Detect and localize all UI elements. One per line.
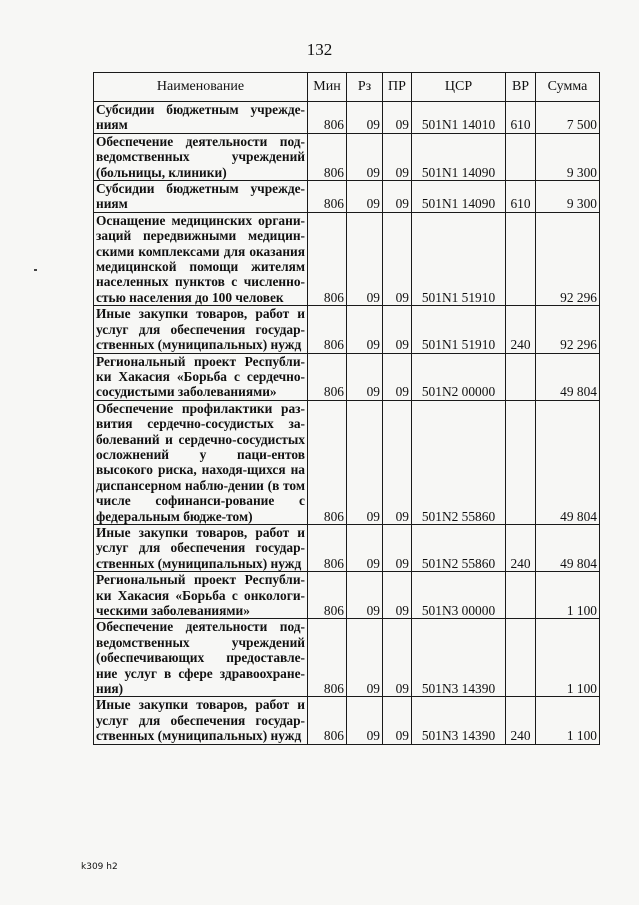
row-min: 806 [308,102,347,134]
row-pr: 09 [383,212,412,305]
row-csr: 501N1 51910 [412,306,506,353]
row-min: 806 [308,400,347,524]
row-vr: 240 [506,697,536,744]
table-row [94,524,600,571]
table-row [94,102,600,134]
row-sum: 1 100 [536,619,600,697]
row-min: 806 [308,697,347,744]
row-rz: 09 [347,133,383,180]
footer-code: k309 h2 [81,862,118,872]
row-name: Региональный проект Республи-ки Хакасия «Борьба с сердечно-сосудистыми заболеваниями» [94,353,308,400]
table-row [94,133,600,180]
row-vr: 610 [506,102,536,134]
row-min: 806 [308,619,347,697]
row-csr: 501N2 55860 [412,400,506,524]
table-row [94,212,600,305]
row-name: Субсидии бюджетным учрежде-ниям [94,181,308,213]
header-name: Наименование [94,73,308,102]
table-row [94,619,600,697]
table-header-row [94,73,600,102]
row-rz: 09 [347,619,383,697]
row-pr: 09 [383,181,412,213]
table-row [94,306,600,353]
row-sum: 9 300 [536,133,600,180]
row-pr: 09 [383,697,412,744]
row-csr: 501N3 14390 [412,619,506,697]
row-vr [506,400,536,524]
row-csr: 501N1 14010 [412,102,506,134]
table-row [94,181,600,213]
row-pr: 09 [383,133,412,180]
row-csr: 501N1 14090 [412,181,506,213]
row-sum: 92 296 [536,306,600,353]
row-rz: 09 [347,572,383,619]
row-sum: 49 804 [536,524,600,571]
row-sum: 92 296 [536,212,600,305]
row-rz: 09 [347,102,383,134]
row-sum: 1 100 [536,697,600,744]
table-row [94,400,600,524]
row-name: Региональный проект Республи-ки Хакасия «Борьба с онкологи-ческими заболеваниями» [94,572,308,619]
row-name: Иные закупки товаров, работ и услуг для обеспечения государ-ственных (муниципальных) нужд [94,306,308,353]
row-rz: 09 [347,212,383,305]
row-sum: 7 500 [536,102,600,134]
row-min: 806 [308,353,347,400]
scan-speck [34,269,37,271]
header-vr: ВР [506,73,536,102]
header-csr: ЦСР [412,73,506,102]
row-min: 806 [308,572,347,619]
row-pr: 09 [383,572,412,619]
page-number: 132 [306,40,333,59]
row-rz: 09 [347,306,383,353]
row-name: Иные закупки товаров, работ и услуг для обеспечения государ-ственных (муниципальных) нужд [94,697,308,744]
row-vr [506,133,536,180]
row-name: Обеспечение профилактики раз-вития сердечно-сосудистых за-болеваний и сердечно-сосудистых осложнений у паци-ентов высокого риска, находя-щихся на диспансерном наблю-дении (в том числе софинанси-рование с федеральным бюдже-том) [94,400,308,524]
budget-table [93,72,600,745]
row-csr: 501N3 14390 [412,697,506,744]
row-vr [506,353,536,400]
row-csr: 501N1 14090 [412,133,506,180]
row-vr: 240 [506,524,536,571]
row-pr: 09 [383,306,412,353]
row-pr: 09 [383,619,412,697]
header-pr: ПР [383,73,412,102]
row-rz: 09 [347,400,383,524]
row-min: 806 [308,181,347,213]
row-name: Субсидии бюджетным учрежде-ниям [94,102,308,134]
row-vr [506,212,536,305]
header-min: Мин [308,73,347,102]
row-sum: 49 804 [536,400,600,524]
row-vr [506,619,536,697]
row-csr: 501N3 00000 [412,572,506,619]
row-name: Оснащение медицинских органи-заций передвижными медицин-скими комплексами для оказания медицинской помощи жителям населенных пунктов с численно-стью населения до 100 человек [94,212,308,305]
row-rz: 09 [347,697,383,744]
row-pr: 09 [383,102,412,134]
header-sum: Сумма [536,73,600,102]
row-min: 806 [308,306,347,353]
row-sum: 9 300 [536,181,600,213]
row-rz: 09 [347,353,383,400]
row-vr [506,572,536,619]
row-pr: 09 [383,400,412,524]
row-sum: 1 100 [536,572,600,619]
row-vr: 240 [506,306,536,353]
row-pr: 09 [383,524,412,571]
row-name: Обеспечение деятельности под-ведомственных учреждений (больницы, клиники) [94,133,308,180]
row-name: Иные закупки товаров, работ и услуг для обеспечения государ-ственных (муниципальных) нужд [94,524,308,571]
row-rz: 09 [347,524,383,571]
row-name: Обеспечение деятельности под-ведомственных учреждений (обеспечивающих предоставле-ние услуг в сфере здравоохране-ния) [94,619,308,697]
row-min: 806 [308,133,347,180]
table-row [94,697,600,744]
header-rz: Рз [347,73,383,102]
row-rz: 09 [347,181,383,213]
row-pr: 09 [383,353,412,400]
row-vr: 610 [506,181,536,213]
row-csr: 501N1 51910 [412,212,506,305]
table-row [94,353,600,400]
row-sum: 49 804 [536,353,600,400]
row-min: 806 [308,524,347,571]
row-min: 806 [308,212,347,305]
row-csr: 501N2 55860 [412,524,506,571]
table-row [94,572,600,619]
row-csr: 501N2 00000 [412,353,506,400]
